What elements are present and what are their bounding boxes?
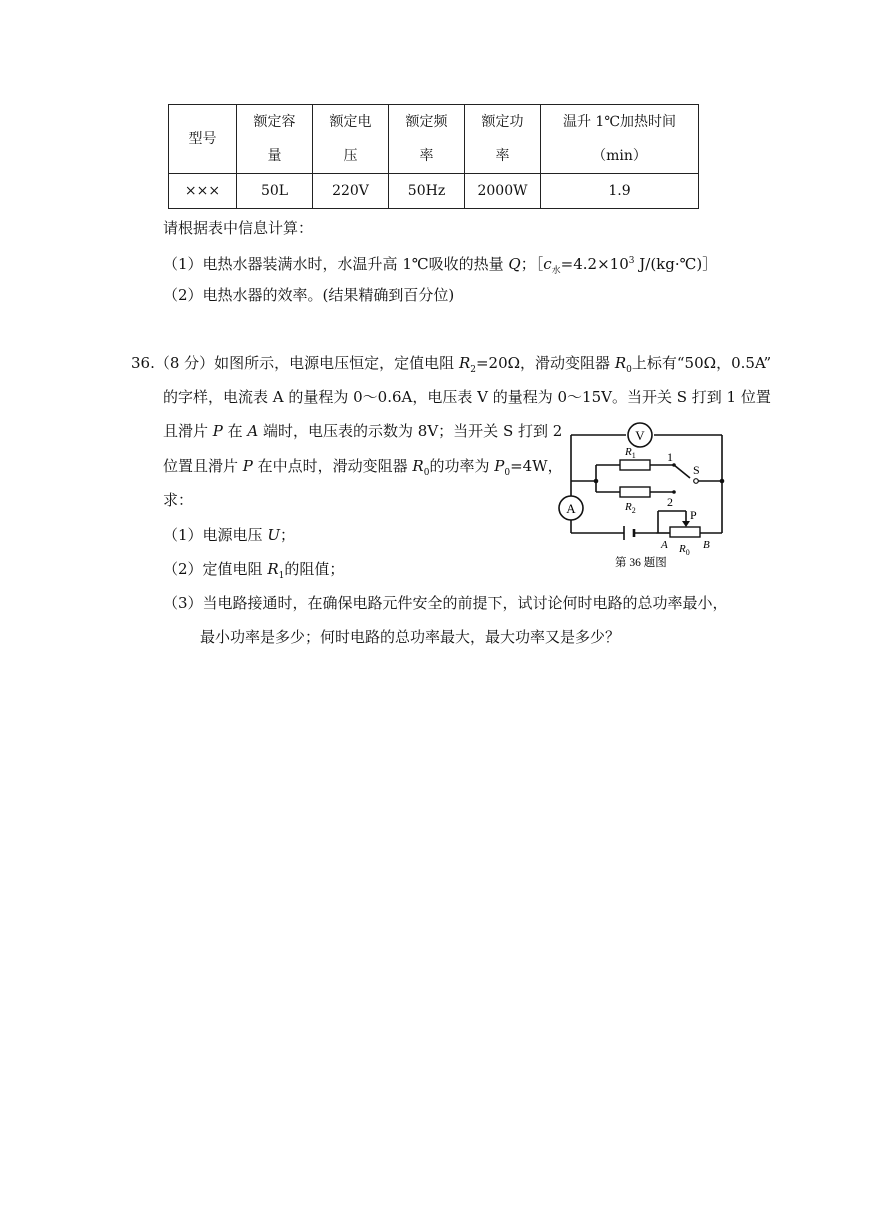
header-cell: 额定频 率 (389, 105, 465, 174)
slider-arrow-icon (682, 521, 690, 527)
switch-pivot-icon (694, 479, 699, 484)
q36-sub1: （1）电源电压 U； (163, 526, 295, 544)
table-cell: 2000W (465, 174, 541, 209)
header-cell: 额定容 量 (237, 105, 313, 174)
voltmeter-label: V (635, 428, 645, 443)
q36-sub3-line1: （3）当电路接通时，在确保电路元件安全的前提下，试讨论何时电路的总功率最小， (163, 594, 728, 612)
position-2-label: 2 (667, 495, 673, 509)
q35-intro: 请根据表中信息计算： (163, 219, 314, 237)
table-cell: 220V (313, 174, 389, 209)
table-row (169, 174, 699, 209)
switch-label: S (693, 463, 700, 477)
end-b-label: B (703, 539, 710, 551)
table-cell: 50L (237, 174, 313, 209)
q36-line3: 且滑片 P 在 A 端时，电压表的示数为 8V；当开关 S 打到 2 (163, 422, 563, 440)
q36-line1: 36.（8 分）如图所示，电源电压恒定，定值电阻 $R_2=20\Omega$，滑动变阻器 $R_0$上标有“50Ω，0.5A” (131, 354, 772, 375)
rheostat-r0-icon (670, 527, 700, 537)
q36-sub2: （2）定值电阻 $R_1$的阻值； (163, 560, 345, 581)
ammeter-label: A (566, 501, 576, 516)
header-cell: 额定功 率 (465, 105, 541, 174)
resistor-r2-icon (620, 487, 650, 497)
q35-part2: （2）电热水器的效率。(结果精确到百分位) (163, 286, 455, 304)
slider-label: P (690, 508, 697, 522)
position-1-label: 1 (667, 450, 673, 464)
resistor-r2-label: $R_2$ (625, 501, 636, 515)
table-header-row (169, 105, 699, 174)
junction-dot (720, 479, 725, 484)
q36-line5: 求： (163, 491, 194, 509)
table-cell: ××× (169, 174, 237, 209)
header-cell: 温升 1℃加热时间 （min） (541, 105, 699, 174)
q36-sub3-line2: 最小功率是多少；何时电路的总功率最大，最大功率又是多少？ (200, 628, 621, 646)
contact-2-dot (672, 490, 676, 494)
table-cell: 1.9 (541, 174, 699, 209)
q35-part1: （1）电热水器装满水时，水温升高 1℃吸收的热量 Q；$[c_水=4.2\times 10^3$ J/(kg·℃)］ (163, 255, 718, 276)
rheostat-r0-label: $R_0$ (679, 543, 690, 557)
end-a-label: A (661, 539, 668, 551)
circuit-diagram (550, 420, 740, 575)
header-cell: 型号 (169, 105, 237, 174)
resistor-r1-label: $R_1$ (625, 446, 636, 460)
q36-line2: 的字样，电流表 A 的量程为 0～0.6A，电压表 V 的量程为 0～15V。当开关 S 打到 1 位置 (163, 388, 771, 406)
q36-line4: 位置且滑片 P 在中点时，滑动变阻器 $R_0$的功率为 $P_0=4W$， (163, 457, 563, 478)
header-cell: 额定电 压 (313, 105, 389, 174)
resistor-r1-icon (620, 460, 650, 470)
figure-caption: 第 36 题图 (615, 557, 667, 569)
table-cell: 50Hz (389, 174, 465, 209)
spec-table (168, 104, 699, 209)
